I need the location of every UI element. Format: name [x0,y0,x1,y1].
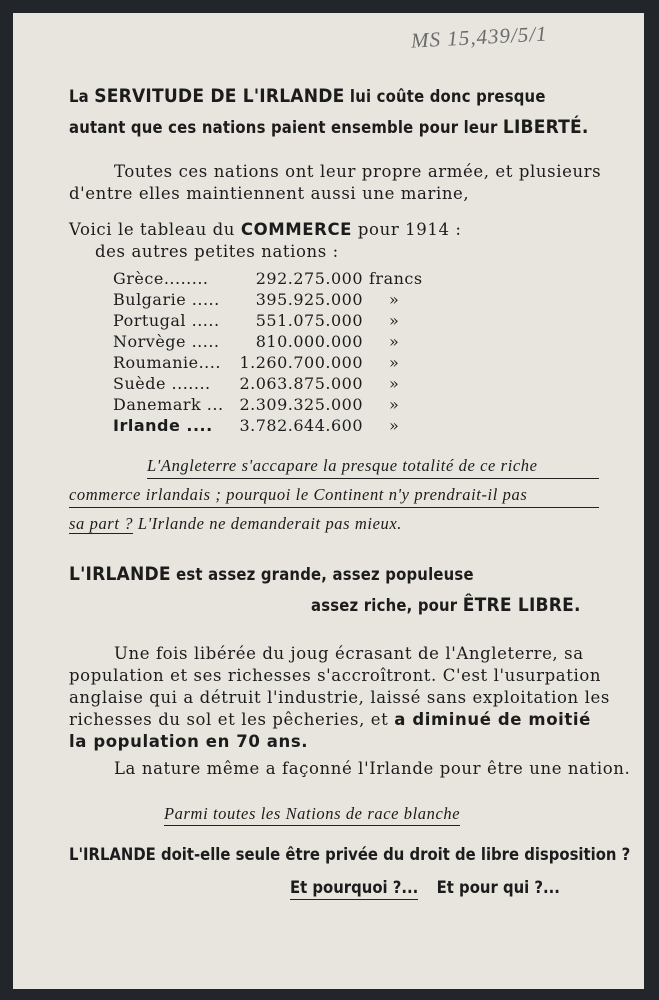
leaflet-page [13,13,644,989]
unit-label: » [389,311,400,330]
underline [147,478,599,479]
heading-servitude-line1 [69,85,546,107]
heading-emphasis: SERVITUDE DE L'IRLANDE [94,85,345,107]
trade-value: 1.260.700.000 [239,353,363,372]
para1-line2: d'entre elles maintiennent aussi une marine, [69,184,470,203]
country-name: Grèce........ [113,269,209,288]
para2-line2: population et ses richesses s'accroîtront. C'est l'usurpation [69,666,602,685]
commerce-intro [69,220,462,239]
heading-irlande-line2 [311,594,581,616]
heading-servitude-line2 [69,116,589,138]
italic-race-line: Parmi toutes les Nations de race blanche [164,804,460,826]
italic-para-line2: commerce irlandais ; pourquoi le Continent n'y prendrait-il pas [69,485,528,504]
para2-line4 [69,710,591,729]
italic-para-line3 [69,514,402,534]
heading-emphasis: ÊTRE LIBRE. [462,594,581,616]
archive-annotation: MS 15,439/5/1 [410,21,549,53]
intro-emphasis: COMMERCE [240,220,353,239]
country-name: Irlande .... [113,416,213,435]
final-line2 [290,878,560,897]
unit-label: » [389,416,400,435]
country-name: Suède ....... [113,374,211,393]
underline [69,507,599,508]
final-text: Et pour qui ?... [436,878,560,897]
italic-para-line1: L'Angleterre s'accapare la presque totalité de ce riche [147,456,538,475]
para1-line1: Toutes ces nations ont leur propre armée, et plusieurs [114,162,602,181]
trade-value: 2.063.875.000 [239,374,363,393]
heading-irlande-line1 [69,563,474,585]
unit-label: » [389,395,400,414]
trade-value: 395.925.000 [255,290,363,309]
intro-text: pour 1914 : [357,220,462,239]
para2-line5: la population en 70 ans. [69,732,309,751]
country-name: Danemark ... [113,395,224,414]
para2-line1: Une fois libérée du joug écrasant de l'Angleterre, sa [114,644,584,663]
heading-text: lui coûte donc presque [349,87,546,106]
country-name: Roumanie.... [113,353,221,372]
final-text: Et pourquoi ?... [290,878,418,900]
trade-value: 2.309.325.000 [239,395,363,414]
country-name: Bulgarie ..... [113,290,220,309]
heading-text: assez riche, pour [311,596,458,615]
heading-text: autant que ces nations paient ensemble pour leur [69,118,498,137]
unit-label: » [389,332,400,351]
heading-text: est assez grande, assez populeuse [176,565,474,584]
heading-emphasis: L'IRLANDE [69,563,171,585]
trade-value: 810.000.000 [255,332,363,351]
trade-value: 292.275.000 [255,269,363,288]
heading-text: La [69,87,89,106]
country-name: Norvège ..... [113,332,220,351]
unit-label: » [389,290,400,309]
trade-value: 551.075.000 [255,311,363,330]
italic-text: L'Irlande ne demanderait pas mieux. [137,514,403,533]
unit-label: francs [369,269,423,288]
country-name: Portugal ..... [113,311,220,330]
para2-line3: anglaise qui a détruit l'industrie, laissé sans exploitation les [69,688,610,707]
para3: La nature même a façonné l'Irlande pour être une nation. [114,759,631,778]
para-text: richesses du sol et les pêcheries, et [69,710,389,729]
final-question: L'IRLANDE doit-elle seule être privée du droit de libre disposition ? [69,845,631,864]
para-emphasis: a diminué de moitié [394,710,591,729]
unit-label: » [389,374,400,393]
unit-label: » [389,353,400,372]
commerce-intro-line2: des autres petites nations : [95,242,339,261]
trade-value: 3.782.644.600 [239,416,363,435]
italic-text: sa part ? [69,514,134,533]
intro-text: Voici le tableau du [69,220,236,239]
heading-emphasis: LIBERTÉ. [502,116,589,138]
